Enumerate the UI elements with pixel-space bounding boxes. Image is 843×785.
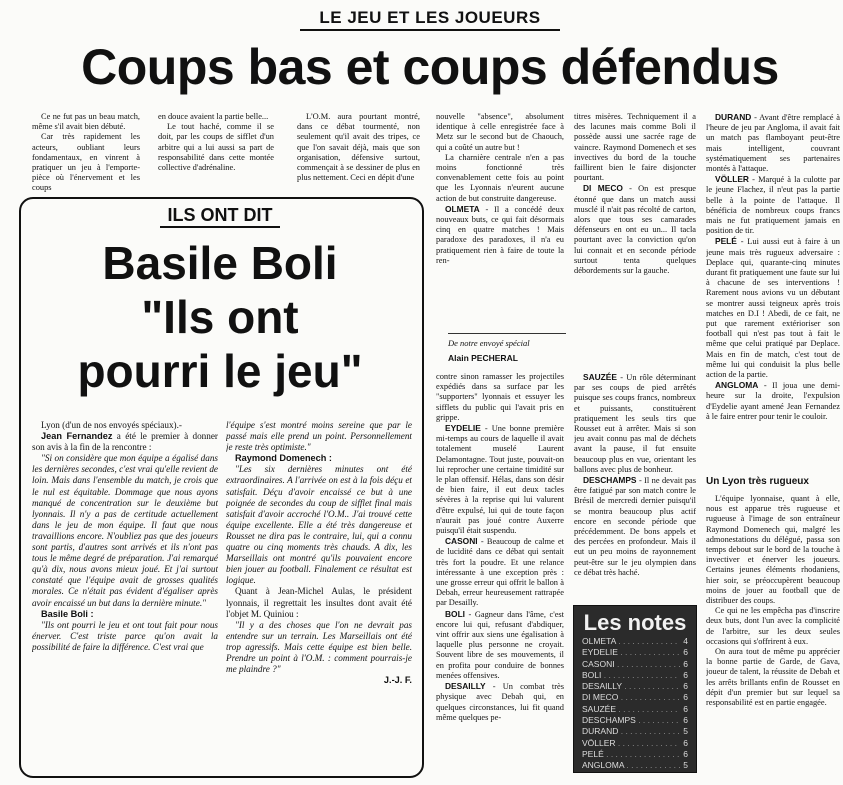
player-comment: - Un combat très physique avec Debah qui, en quelques circonstances, lui fit quand même quelques pe- bbox=[436, 682, 564, 722]
article-column-6-bottom bbox=[706, 494, 840, 774]
paragraph: L'équipe lyonnaise, quant à elle, nous est apparue très rugueuse et rugueuse à l'image de son entraîneur Raymond Domenech qui, malgré les admonestations du délégué, passa son temps debout sur le bord de la touche à invectiver et énerver les joueurs. Certains jeunes éléments rhodaniens, hier soir, se préoccupèrent beaucoup moins de jouer au football que de distribuer des coups. bbox=[706, 494, 840, 606]
speaker-name: Raymond Domenech : bbox=[235, 453, 332, 464]
byline-role: De notre envoyé spécial bbox=[448, 333, 566, 349]
box-column-1 bbox=[32, 420, 218, 768]
paragraph: contre sinon ramasser les projectiles expédiés dans sa surface par les "supporters" lyonnais et essuyer les sifflets du public qui l'avait pris en grippe. bbox=[436, 372, 564, 422]
paragraph-text: a été le premier à donner son avis à la fin de la rencontre : bbox=[32, 431, 218, 453]
player-rating-sauzee bbox=[574, 372, 696, 475]
byline-author: Alain PECHERAL bbox=[448, 353, 518, 363]
paragraph: Lyon (d'un de nos envoyés spéciaux).- bbox=[41, 420, 182, 430]
article-column-1 bbox=[32, 112, 140, 194]
rating-player: DURAND . . . bbox=[582, 726, 680, 737]
rating-row bbox=[574, 738, 696, 749]
ratings-title: Les notes bbox=[583, 610, 687, 635]
rating-row bbox=[574, 670, 696, 681]
article-column-5-bottom bbox=[574, 372, 696, 600]
rating-row bbox=[574, 659, 696, 670]
player-comment: - On est presque étonné que dans un match aussi musclé il n'ait pas récolté de carton, alors que tous ses camarades défenseurs en ont eu un... Il tacla pourtant avec la conviction qu'on lui connait et en seconde période surtout tenta quelques débordements sur la gauche. bbox=[574, 184, 696, 276]
rating-player: CASONI . . . bbox=[582, 659, 680, 670]
player-rating-pele bbox=[706, 236, 840, 380]
player-name: PELÉ bbox=[715, 236, 737, 247]
box-kicker: ILS ONT DIT bbox=[160, 205, 280, 228]
player-rating-desailly bbox=[436, 681, 564, 723]
rating-score: 5 bbox=[683, 726, 688, 737]
rating-score: 6 bbox=[683, 737, 688, 748]
player-comment: - Il a concédé deux nouveaux buts, ce qui fait désormais cinq en quatre matches ! Mais paradoxe des paradoxes, il n'a eu pratiquement rien à faire de toute la ren- bbox=[436, 204, 564, 265]
rating-score: 6 bbox=[683, 681, 688, 692]
player-comment: - Marqué à la culotte par le jeune Flachez, il n'eut pas la partie belle à la pointe de l'attaque. Il bénéficia de nombreux coups francs mais ne fut pratiquement jamais en position de tir. bbox=[706, 175, 840, 236]
rating-player: DI MECO . . . bbox=[582, 692, 680, 703]
player-rating-voller bbox=[706, 174, 840, 236]
player-comment: - Un rôle déterminant par ses coups de pied arrêtés puisque ses coups francs, nombreux et puissants, constituèrent pratiquement les seuls tirs que Rousset eut à arrêter. Mais si son jeu avait connu pas mal de déchets avant la pause, il fut ensuite beaucoup plus en vue, orientant les ballons avec plus de bonheur. bbox=[574, 373, 696, 474]
rating-row bbox=[574, 760, 696, 771]
player-name: DURAND bbox=[715, 112, 752, 122]
player-comment: - Lui aussi eut à faire à un jeune mais très rugueux adversaire : Deplace qui, quarante-cinq minutes durant fit pratiquement une faute sur lui à chacune de ses interventions ! Rarement nous avions vu un débutant se montrer aussi teigneux après trois matches en D.I ! Abedi, de ce fait, ne put que rarement extérioriser son football qui n'est pas tout à fait le même que celui pratiqué par Deplace. Mais en fin de match, c'est tout de même lui qui conduisit la plus belle action de la partie. bbox=[706, 237, 840, 380]
rating-player: OLMETA . . . bbox=[582, 636, 680, 647]
player-rating-olmeta bbox=[436, 204, 564, 266]
rating-player: DESAILLY . . . bbox=[582, 681, 680, 692]
paragraph: Car très rapidement les acteurs, oubliant leurs fondamentaux, en vinrent à pratiquer un jeu à l'emporte-pièce où l'énervement et les coups bbox=[32, 132, 140, 193]
player-name: SAUZÉE bbox=[583, 372, 617, 382]
player-comment: - Beaucoup de calme et de lucidité dans ce débat qui sentait très fort la poudre. Et une relance intéressante à une exception près : une grosse erreur qui offrit le ballon à Debah, erreur heureusement rattrapée par Desailly. bbox=[436, 537, 564, 608]
speaker-name: Basile Boli : bbox=[41, 608, 94, 619]
player-name: EYDELIE bbox=[445, 423, 481, 434]
article-column-2 bbox=[158, 112, 274, 194]
rating-row bbox=[574, 704, 696, 715]
player-comment: - Gagneur dans l'âme, c'est encore lui qui, refusant d'abdiquer, vint offrir aux siens une égalisation à laquelle plus personne ne croyait. Souvent libre de ses mouvements, il en profita pour conduire de bonnes menées offensives. bbox=[436, 609, 564, 680]
rating-score: 6 bbox=[683, 703, 688, 714]
box-title-line: Basile Boli bbox=[102, 237, 338, 289]
article-column-6-top bbox=[706, 112, 840, 472]
rating-row bbox=[574, 726, 696, 737]
rating-row bbox=[574, 636, 696, 647]
player-rating-casoni bbox=[436, 536, 564, 608]
speaker-name: Jean Fernandez bbox=[41, 431, 113, 442]
paragraph: Ce ne fut pas un beau match, même s'il avait bien débuté. bbox=[32, 112, 140, 132]
player-name: ANGLOMA bbox=[715, 380, 759, 391]
player-name: DESAILLY bbox=[445, 681, 486, 692]
rating-score: 6 bbox=[683, 715, 688, 726]
article-column-3 bbox=[297, 112, 420, 194]
paragraph: On aura tout de même pu apprécier la bonne partie de Garde, de Gava, joueur de talent, la réussite de Debah et les arrêts brillants enfin de Rousset en dépit d'un premier but sur lequel sa responsabilité est en partie engagée. bbox=[706, 647, 840, 708]
signature: J.-J. F. bbox=[383, 675, 412, 686]
paragraph: Ce qui ne les empêcha pas d'inscrire deux buts, dont l'un avec la complicité de l'arbitre, sur les deux seules occasions qui s'offrirent à eux. bbox=[706, 606, 840, 646]
rating-row bbox=[574, 647, 696, 658]
rating-score: 6 bbox=[683, 748, 688, 759]
paragraph: Le tout haché, comme il se doit, par les coups de sifflet d'un arbitre qui a lui aussi sa part de responsabilité dans cette montée collective d'adrénaline. bbox=[158, 122, 274, 173]
article-column-4-bottom bbox=[436, 372, 564, 774]
player-rating-durand bbox=[706, 112, 840, 174]
quote: l'équipe s'est montré moins sereine que par le passé mais elle prend un point. Personnellement je reste très optimiste." bbox=[226, 420, 412, 453]
article-column-4-top bbox=[436, 112, 564, 328]
paragraph: en douce avaient la partie belle... bbox=[158, 112, 269, 121]
rating-row bbox=[574, 681, 696, 692]
paragraph: Quant à Jean-Michel Aulas, le président lyonnais, il regrettait les insultes dont avait été l'objet M. Quiniou : bbox=[226, 586, 412, 619]
player-rating-eydelie bbox=[436, 423, 564, 536]
quote: "Ils ont pourri le jeu et ont tout fait pour nous énerver. C'est triste parce qu'on avait la possibilité de faire la différence. C'est vrai que bbox=[32, 619, 218, 652]
paragraph: L'O.M. aura pourtant montré, dans ce débat tourmenté, non seulement qu'il avait des tripes, ce que l'on savait déjà, mais que son organisation, défensive surtout, commençait à se dessiner de plus en plus nettement. Ceci en dépit d'une bbox=[297, 112, 420, 183]
player-rating-deschamps bbox=[574, 475, 696, 578]
player-name: VÖLLER bbox=[715, 174, 749, 185]
rating-score: 6 bbox=[683, 658, 688, 669]
rating-score: 5 bbox=[683, 760, 688, 771]
rating-score: 6 bbox=[683, 669, 688, 680]
section-subhead: Un Lyon très rugueux bbox=[706, 476, 809, 487]
player-comment: - Il ne devait pas être fatigué par son match contre le Brésil de mercredi dernier puisqu'il se montra beaucoup plus actif encore en seconde période que précédemment. De bons appels et des percées en profondeur. Mais il eut un peu moins de rayonnement peut-être sur le jeu olympien dans ce débat très haché. bbox=[574, 476, 696, 577]
rating-score: 6 bbox=[683, 647, 688, 658]
player-name: OLMETA bbox=[445, 203, 480, 214]
box-title-line: pourri le jeu" bbox=[77, 345, 363, 397]
player-rating-dimeco bbox=[574, 183, 696, 276]
player-comment: - Il joua une demi-heure sur la droite, l'expulsion d'Eydelie ayant amené Jean Fernandez à le faire entrer pour tenir le couloir. bbox=[706, 381, 840, 421]
rating-player: VÖLLER . . . bbox=[582, 738, 680, 749]
quote: "Si on considère que mon équipe a égalisé dans les dernières secondes, c'est vrai qu'elle revient de loin. Mais dans l'ensemble du match, je crois que le nul est équitable. Dommage que nous ayons manqué de concentration sur le deuxième but lyonnais. Il n'y a pas de certitude actuellement dans le jeu de mon équipe. Il faut que nous travaillions encore. N'oubliez pas que des joueurs sont partis, d'autres sont arrivés et ils n'ont pas tous le même degré de préparation. J'ai remarqué qu'à dix, nous avons mieux joué. Et j'ai surtout constaté que l'équipe avait de grosses qualités morales. Ce n'était pas évident d'égaliser après avoir encaissé un but dans la dernière minute." bbox=[32, 453, 218, 608]
player-comment: - Une bonne première mi-temps au cours de laquelle il avait totalement muselé Laurent Delamontagne. Tout juste, pouvait-on lui reprocher une certaine timidité sur le plan offensif. Hélas, dans son désir de bien faire, il eut deux tacles sévères à la reprise qui lui valurent d'être expulsé, lui qui de toute façon n'aurait pas joué contre Auxerre puisqu'il était suspendu. bbox=[436, 424, 564, 536]
byline bbox=[448, 333, 566, 364]
ratings-rows bbox=[574, 636, 696, 772]
rating-row bbox=[574, 692, 696, 703]
rating-row bbox=[574, 749, 696, 760]
player-name: CASONI bbox=[445, 536, 478, 547]
player-name: BOLI bbox=[445, 608, 466, 619]
paragraph: La charnière centrale n'en a pas moins fonctionné très convenablement cette fois au point que les Lyonnais n'eurent aucune action de but construite dangereuse. bbox=[436, 152, 564, 203]
rating-player: SAUZÉE . . . bbox=[582, 704, 680, 715]
box-title-line: "Ils ont bbox=[141, 291, 299, 343]
paragraph: nouvelle "absence", absolument identique à celle enregistrée face à Metz sur le second but de Chaouch, qui a coûté un autre but ! bbox=[436, 112, 564, 152]
box-title bbox=[30, 236, 410, 398]
quote: "Il y a des choses que l'on ne devrait pas entendre sur un terrain. Les Marseillais ont été trop agressifs. Mais cette équipe est bien belle. Prendre un point à l'O.M. : comment pourrais-je me plaindre ?" bbox=[226, 619, 412, 675]
player-rating-angloma bbox=[706, 380, 840, 422]
page-title: Coups bas et coups défendus bbox=[81, 39, 779, 95]
rating-score: 4 bbox=[683, 636, 688, 646]
rating-player: DESCHAMPS . . . bbox=[582, 715, 680, 726]
rating-score: 6 bbox=[683, 692, 688, 703]
paragraph: titres misères. Techniquement il a des lacunes mais comme Boli il possède aussi une sacrée rage de vaincre. Raymond Domenech et ses invectives du bord de la touche faillirent bien le faire disjoncter pourtant. bbox=[574, 112, 696, 183]
player-comment: - Avant d'être remplacé à l'heure de jeu par Angloma, il avait fait un match pas flamboyant peut-être mais intelligent, couvrant systématiquement ses partenaires montés à l'attaque. bbox=[706, 113, 840, 174]
section-kicker: LE JEU ET LES JOUEURS bbox=[300, 8, 560, 31]
player-name: DESCHAMPS bbox=[583, 475, 637, 486]
ratings-table bbox=[573, 605, 697, 773]
player-name: DI MECO bbox=[583, 183, 623, 194]
article-column-5-top bbox=[574, 112, 696, 328]
player-rating-boli bbox=[436, 609, 564, 681]
paragraph bbox=[32, 431, 218, 453]
box-column-2 bbox=[226, 420, 412, 768]
rating-player: PELÉ . . . bbox=[582, 749, 680, 760]
rating-player: EYDELIE . . . bbox=[582, 647, 680, 658]
rating-player: ANGLOMA . . . bbox=[582, 760, 680, 771]
rating-player: BOLI . . . bbox=[582, 670, 680, 681]
quote: "Les six dernières minutes ont été extraordinaires. A l'arrivée on est à la fois déçu et satisfait. Déçu d'avoir encaissé ce but à une poignée de secondes du coup de sifflet final mais satisfait d'avoir accroché l'O.M.. J'ai trouvé cette équipe excellente. Elle a été très dangereuse et Rousset ne dira pas le contraire, lui, qui a connu quatre ou cinq moments très chauds. A dix, les Marseillais ont montré qu'ils pouvaient encore bien jouer au football. Finalement ce résultat est logique. bbox=[226, 464, 412, 586]
rating-row bbox=[574, 715, 696, 726]
